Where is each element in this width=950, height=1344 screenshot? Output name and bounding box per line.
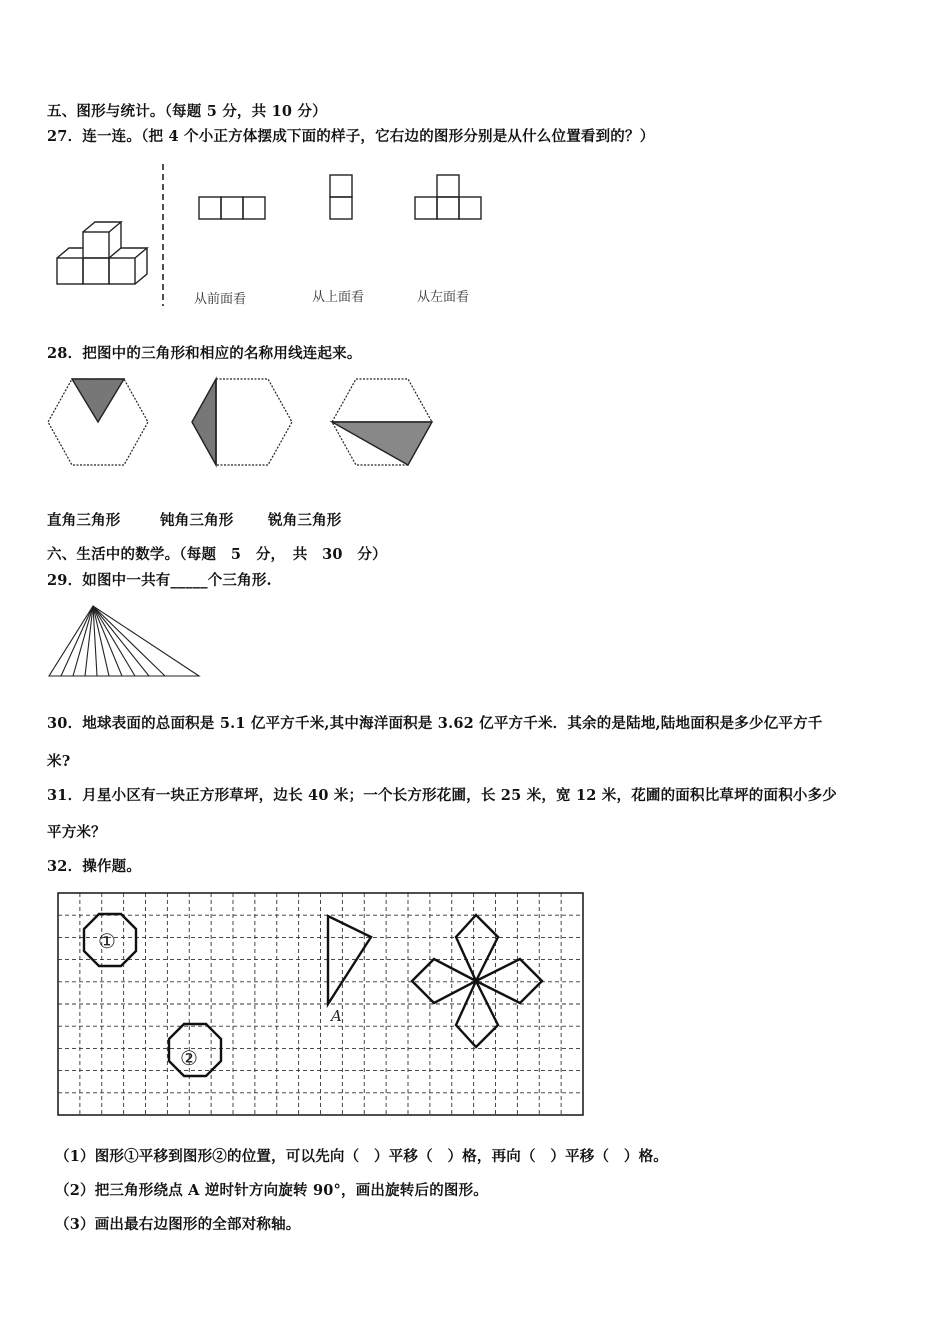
q29-text: 29．如图中一共有_____个三角形. [47, 572, 272, 589]
q27-text: 27．连一连。（把 4 个小正方体摆成下面的样子，它右边的图形分别是从什么位置看到的？） [47, 128, 655, 145]
q28-text: 28．把图中的三角形和相应的名称用线连起来。 [47, 345, 362, 362]
shape-1-label: ① [98, 929, 116, 953]
q32-grid-figure [55, 888, 590, 1123]
q28-hexagons [45, 375, 445, 470]
label-left-view: 从左面看 [417, 290, 470, 305]
point-a-label: A [331, 1007, 342, 1025]
q30-line2: 米? [47, 753, 71, 770]
shape-2-label: ② [180, 1046, 198, 1070]
section6-heading: 六、生活中的数学。（每题 5 分， 共 30 分） [47, 546, 387, 563]
q30-line1: 30．地球表面的总面积是 5.1 亿平方千米,其中海洋面积是 3.62 亿平方千米．其余的是陆地,陆地面积是多少亿平方千 [47, 715, 823, 732]
q32-sub2: （2）把三角形绕点 A 逆时针方向旋转 90°，画出旋转后的图形。 [55, 1182, 489, 1199]
triangle-name-obtuse: 钝角三角形 [160, 512, 234, 529]
label-top-view: 从上面看 [312, 290, 365, 305]
hexagon-1 [48, 379, 148, 465]
section5-heading: 五、图形与统计。（每题 5 分，共 10 分） [47, 103, 327, 120]
q31-line1: 31．月星小区有一块正方形草坪，边长 40 米；一个长方形花圃，长 25 米，宽 12 米，花圃的面积比草坪的面积小多少 [47, 787, 837, 804]
hexagon-2 [192, 379, 292, 465]
triangle-name-acute: 锐角三角形 [268, 512, 342, 529]
q32-sub1: （1）图形①平移到图形②的位置，可以先向（ ）平移（ ）格，再向（ ）平移（ ）格。 [55, 1148, 668, 1165]
q32-sub3: （3）画出最右边图形的全部对称轴。 [55, 1216, 301, 1233]
dashed-grid [58, 893, 583, 1115]
cube-stack-drawing [57, 222, 147, 284]
triangle-name-right: 直角三角形 [47, 512, 121, 529]
view-top-shape [330, 175, 352, 219]
view-left-shape [415, 175, 481, 219]
hexagon-3 [332, 379, 432, 465]
q29-triangle-fan [45, 600, 205, 680]
q31-line2: 平方米？ [47, 824, 106, 841]
flower-shape [412, 915, 542, 1047]
q32-text: 32．操作题。 [47, 858, 142, 875]
view-front-shape [199, 197, 265, 219]
label-front-view: 从前面看 [194, 292, 247, 307]
